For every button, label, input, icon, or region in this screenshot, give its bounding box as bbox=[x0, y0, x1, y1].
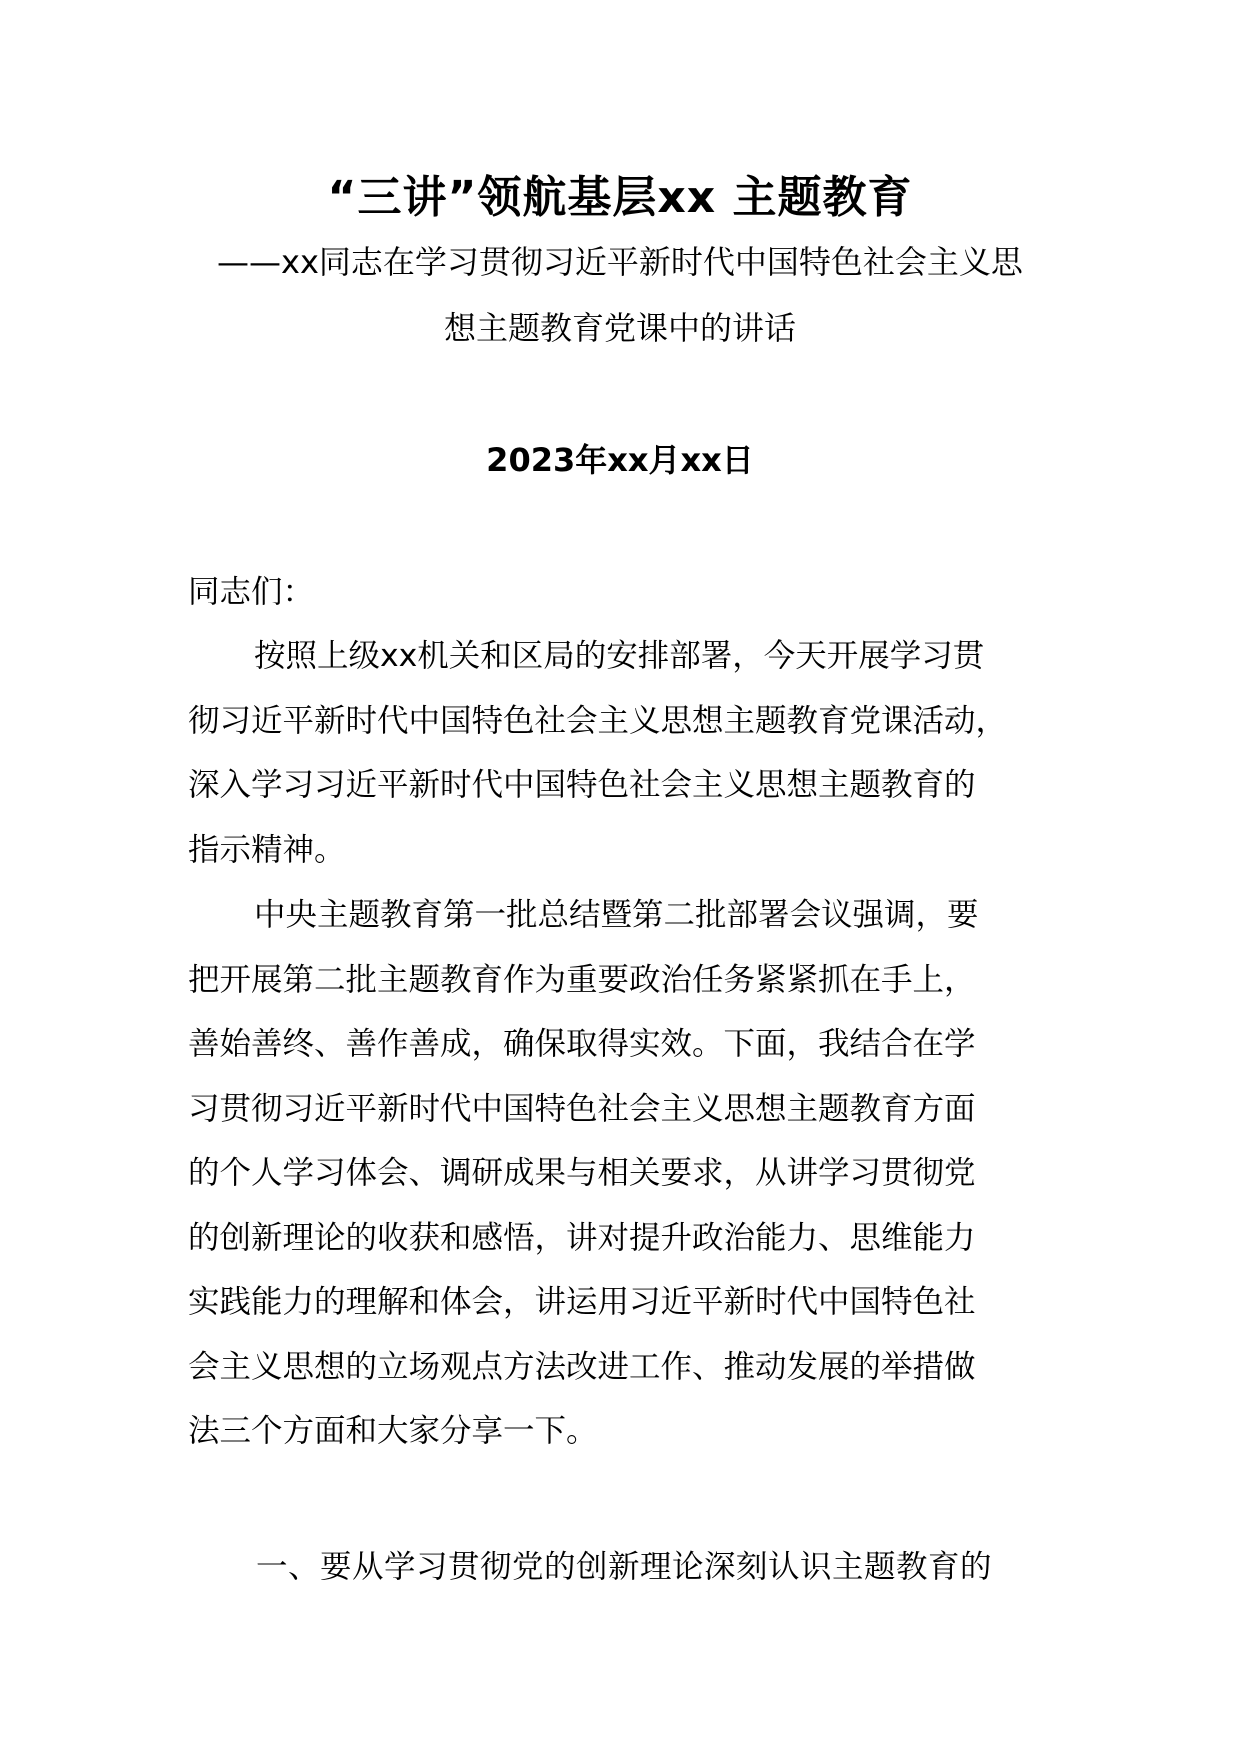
paragraph-2-line: 法三个方面和大家分享一下。 bbox=[188, 1413, 598, 1449]
paragraph-2-line: 的个人学习体会、调研成果与相关要求，从讲学习贯彻党 bbox=[188, 1155, 976, 1191]
paragraph-2-line: 的创新理论的收获和感悟，讲对提升政治能力、思维能力 bbox=[188, 1219, 976, 1256]
paragraph-2-line: 把开展第二批主题教育作为重要政治任务紧紧抓在手上， bbox=[188, 961, 976, 998]
paragraph-1 bbox=[188, 624, 1058, 882]
document-subtitle-line2: 想主题教育党课中的讲话 bbox=[443, 309, 796, 347]
paragraph-1-line: 深入学习习近平新时代中国特色社会主义思想主题教育的 bbox=[188, 767, 976, 803]
paragraph-1-line: 按照上级xx机关和区局的安排部署，今天开展学习贯 bbox=[254, 638, 985, 674]
paragraph-1-line: 指示精神。 bbox=[188, 831, 346, 868]
paragraph-2 bbox=[188, 883, 1058, 1464]
document-subtitle-line1: ——xx同志在学习贯彻习近平新时代中国特色社会主义思 bbox=[217, 243, 1023, 281]
paragraph-2-line: 习贯彻习近平新时代中国特色社会主义思想主题教育方面 bbox=[188, 1090, 976, 1127]
paragraph-2-line: 会主义思想的立场观点方法改进工作、推动发展的举措做 bbox=[188, 1348, 976, 1385]
paragraph-2-line: 中央主题教育第一批总结暨第二批部署会议强调，要 bbox=[254, 897, 979, 933]
salutation: 同志们： bbox=[188, 574, 315, 610]
paragraph-1-line: 彻习近平新时代中国特色社会主义思想主题教育党课活动， bbox=[188, 702, 1008, 739]
document-title: “三讲”领航基层xx 主题教育 bbox=[327, 172, 913, 223]
paragraph-2-line: 善始善终、善作善成，确保取得实效。下面，我结合在学 bbox=[188, 1026, 976, 1062]
paragraph-2-line: 实践能力的理解和体会，讲运用习近平新时代中国特色社 bbox=[188, 1284, 976, 1320]
section-heading-1: 一、要从学习贯彻党的创新理论深刻认识主题教育的 bbox=[256, 1549, 993, 1585]
document-date: 2023年xx月xx日 bbox=[486, 441, 754, 479]
